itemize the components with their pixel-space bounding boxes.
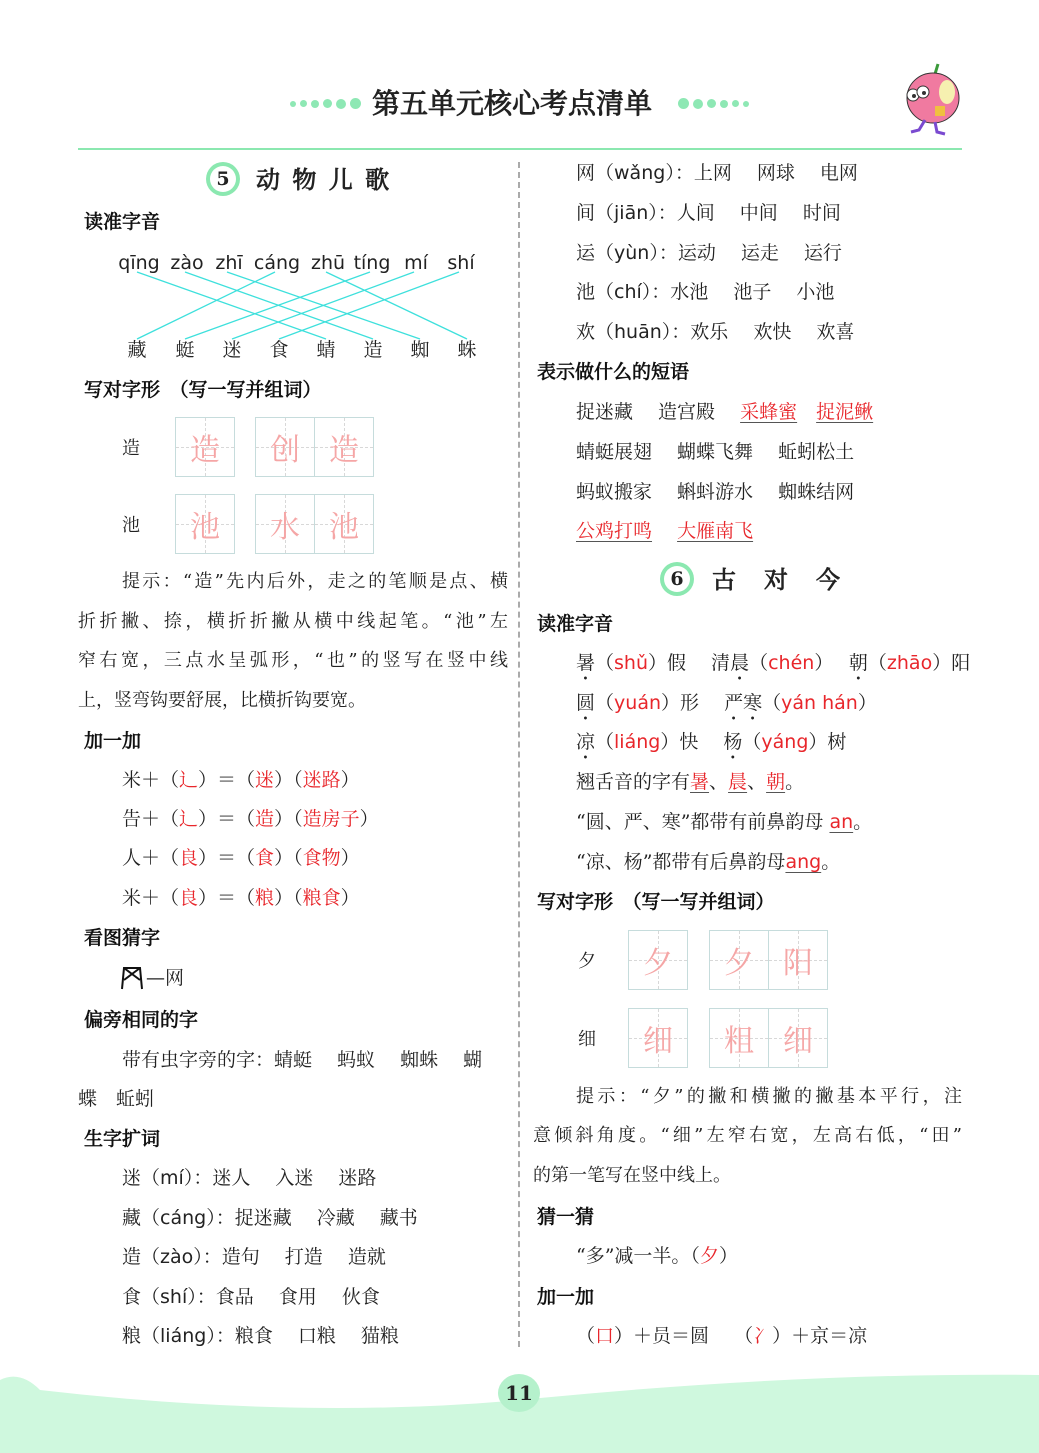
text-segment: ）（ — [274, 808, 303, 830]
heading-riddle: 猜一猜 — [537, 1206, 595, 1228]
text-segment: 食（ — [122, 1286, 161, 1308]
heading-read: 读准字音 — [537, 613, 614, 635]
text-segment: 米＋（ — [122, 887, 180, 909]
pinyin-item: cáng — [253, 252, 301, 274]
text-segment: ）＝（ — [198, 887, 256, 909]
pinyin-text: huān — [614, 321, 662, 343]
text-segment: ）：粮食 口粮 猫粮 — [206, 1325, 399, 1347]
text-segment: 蚂蚁搬家 蝌蚪游水 蜘蛛结网 — [576, 481, 855, 503]
answer-text: liáng — [614, 731, 661, 753]
hint-line: 提示：“造”先内后外，走之的笔顺是点、横 — [122, 571, 508, 592]
text-segment: （ — [595, 692, 615, 714]
text-segment: 粮（ — [122, 1325, 161, 1347]
text-segment: （ — [867, 652, 887, 674]
expand-line — [576, 241, 842, 265]
answer-text: shǔ — [614, 652, 649, 674]
practice-char: 夕 — [724, 946, 754, 981]
practice-box — [175, 494, 235, 554]
pinyin-matching-lines — [0, 0, 520, 380]
section-number: 5 — [210, 166, 236, 192]
practice-cell — [176, 418, 234, 476]
practice-cell — [314, 418, 373, 476]
practice-char: 池 — [190, 510, 220, 545]
text-segment: ）：上网 网球 电网 — [665, 162, 858, 184]
text-segment: 蜻蜓展翅 蝴蝶飞舞 蚯蚓松土 — [576, 441, 855, 463]
expand-line — [576, 320, 854, 344]
section-title: 古 对 今 — [712, 565, 842, 594]
guess-answer: —网 — [146, 967, 185, 989]
add-line — [576, 1324, 867, 1348]
expand-line — [122, 1285, 380, 1309]
section-number-badge — [660, 562, 694, 596]
text-segment: ）：迷人 入迷 迷路 — [183, 1167, 377, 1189]
answer-text: yán hán — [781, 692, 858, 714]
decorative-dots-right — [678, 98, 749, 109]
grid-label: 池 — [122, 515, 140, 536]
text-segment: ）：水池 池子 小池 — [641, 281, 835, 303]
heading-write: 写对字形 （写一写并组词） — [84, 379, 322, 401]
text-segment: ）＝（ — [198, 847, 256, 869]
answer-text: 粮食 — [302, 887, 341, 909]
answer-text: 大雁南飞 — [677, 520, 754, 542]
text-segment: 、 — [747, 771, 767, 793]
practice-cell — [629, 1009, 687, 1067]
character-item: 蜻 — [316, 339, 336, 361]
answer-text: yáng — [761, 731, 809, 753]
practice-char: 细 — [783, 1024, 813, 1059]
phrase-line — [576, 519, 753, 543]
text-segment: 运（ — [576, 242, 615, 264]
word-box — [709, 1008, 828, 1068]
pinyin-item: qīng — [118, 252, 160, 274]
read-line — [576, 651, 970, 685]
character-item: 蜘 — [410, 339, 430, 361]
text-segment: ） — [340, 847, 360, 869]
text-segment: （ — [595, 731, 615, 753]
add-line — [122, 768, 360, 792]
practice-cell — [256, 495, 314, 553]
answer-text: 辶 — [179, 769, 199, 791]
section-title: 动 物 儿 歌 — [256, 165, 392, 194]
text-segment: ） — [857, 692, 877, 714]
text-segment: ）：人间 中间 时间 — [648, 202, 841, 224]
answer-text: 暑 — [690, 771, 710, 793]
text-segment: ） — [814, 652, 849, 674]
answer-text: 良 — [179, 887, 199, 909]
hint-line: 意倾斜角度。“细”左窄右宽，左高右低，“田” — [533, 1125, 962, 1146]
pinyin-text: zào — [160, 1246, 194, 1268]
text-segment: ） — [340, 769, 360, 791]
practice-cell — [314, 495, 373, 553]
read-line — [576, 770, 804, 794]
text-segment: 杨 — [723, 731, 743, 753]
answer-text: an — [829, 811, 854, 833]
expand-line — [122, 1245, 386, 1269]
text-segment: ）快 — [660, 731, 724, 753]
text-segment: ）（ — [274, 887, 303, 909]
answer-text: 朝 — [766, 771, 786, 793]
text-segment: ） — [718, 1245, 738, 1267]
grid-label: 夕 — [578, 951, 596, 972]
text-segment: 池（ — [576, 281, 615, 303]
text-segment: 。 — [853, 811, 873, 833]
heading-read: 读准字音 — [84, 211, 161, 233]
answer-text: 辶 — [179, 808, 199, 830]
expand-line — [576, 201, 841, 225]
text-segment: ）：运动 运走 运行 — [649, 242, 842, 264]
grid-label: 细 — [578, 1029, 596, 1050]
text-segment: “多”减一半。（ — [576, 1245, 700, 1267]
text-segment: 朝 — [848, 652, 868, 674]
answer-text: 采蜂蜜 — [740, 401, 798, 423]
practice-char: 夕 — [643, 946, 673, 981]
phrase-line — [576, 440, 854, 464]
answer-text: 造 — [255, 808, 275, 830]
text-segment: 、 — [709, 771, 729, 793]
word-box — [255, 494, 374, 554]
text-segment: ）（ — [274, 769, 303, 791]
practice-char: 阳 — [783, 946, 813, 981]
text-segment: 网（ — [576, 162, 615, 184]
answer-text: 夕 — [699, 1245, 719, 1267]
match-line — [232, 272, 414, 339]
answer-text: 迷 — [255, 769, 275, 791]
read-line — [576, 730, 846, 764]
phrase-line — [576, 480, 854, 504]
pinyin-text: wǎng — [614, 162, 666, 184]
net-pictograph-icon — [120, 966, 144, 990]
practice-cell — [768, 1009, 827, 1067]
practice-char: 池 — [329, 510, 359, 545]
character-item: 食 — [269, 339, 289, 361]
answer-text: 良 — [179, 847, 199, 869]
pinyin-text: liáng — [160, 1325, 207, 1347]
pinyin-text: mí — [160, 1167, 184, 1189]
text-segment: ）＋员＝圆 （ — [614, 1325, 754, 1347]
text-segment: ）（ — [274, 847, 303, 869]
heading-add: 加一加 — [84, 730, 142, 752]
text-segment: 迷（ — [122, 1167, 161, 1189]
expand-line — [576, 280, 834, 304]
text-segment: ）树 — [808, 731, 847, 753]
text-segment: （ — [742, 731, 762, 753]
text-segment: ）：食品 食用 伙食 — [187, 1286, 380, 1308]
heading-guess: 看图猜字 — [84, 927, 161, 949]
pinyin-item: tíng — [353, 252, 391, 274]
text-segment: ）＝（ — [198, 808, 256, 830]
text-segment: （ — [576, 1325, 596, 1347]
practice-cell — [710, 1009, 768, 1067]
text-segment: ） — [340, 887, 360, 909]
text-segment: ）：造句 打造 造就 — [193, 1246, 386, 1268]
text-segment: “圆、严、寒”都带有前鼻韵母 — [576, 811, 830, 833]
text-segment: 。 — [785, 771, 805, 793]
practice-char: 细 — [643, 1024, 673, 1059]
pinyin-item: zào — [170, 252, 204, 274]
heading-radical: 偏旁相同的字 — [84, 1009, 199, 1031]
answer-text: 食物 — [302, 847, 341, 869]
section-number: 6 — [664, 566, 690, 592]
practice-cell — [768, 931, 827, 989]
practice-char: 造 — [329, 433, 359, 468]
practice-box — [628, 930, 688, 990]
add-line — [122, 886, 360, 910]
hint-line: 的第一笔写在竖中线上。 — [533, 1165, 731, 1186]
grid-label: 造 — [122, 438, 140, 459]
answer-text: chén — [768, 652, 815, 674]
expand-line — [576, 161, 858, 185]
match-line — [326, 272, 467, 339]
practice-cell — [629, 931, 687, 989]
hint-line: 上，竖弯钩要舒展，比横折钩要宽。 — [78, 690, 366, 711]
text-segment: 人＋（ — [122, 847, 180, 869]
text-segment: （ — [762, 692, 782, 714]
text-segment: ）：捉迷藏 冷藏 藏书 — [206, 1207, 418, 1229]
character-item: 蜓 — [175, 339, 195, 361]
text-segment: 米＋（ — [122, 769, 180, 791]
text-segment: ）假 清 — [648, 652, 731, 674]
page-number: 11 — [498, 1374, 540, 1412]
pinyin-text: chí — [614, 281, 642, 303]
text-segment: 捉迷藏 造宫殿 — [576, 401, 741, 423]
practice-char: 造 — [190, 433, 220, 468]
practice-char: 水 — [270, 510, 300, 545]
practice-box — [175, 417, 235, 477]
expand-line — [122, 1166, 376, 1190]
read-line — [576, 691, 877, 725]
text-segment: ） — [359, 808, 379, 830]
hint-line: 窄右宽，三点水呈弧形，“也”的竖写在竖中线 — [78, 650, 508, 671]
answer-text: 粮 — [255, 887, 275, 909]
text-segment: 间（ — [576, 202, 615, 224]
page-title: 第五单元核心考点清单 — [372, 87, 653, 120]
text-segment: （ — [595, 652, 615, 674]
heading-add: 加一加 — [537, 1286, 595, 1308]
text-segment: 圆 — [576, 692, 596, 714]
text-segment: ）＋京＝凉 — [772, 1325, 868, 1347]
text-segment: 寒 — [743, 692, 763, 714]
word-box — [709, 930, 828, 990]
hint-line: 提示：“夕”的撇和横撇的撇基本平行，注 — [576, 1086, 962, 1107]
pinyin-text: cáng — [160, 1207, 207, 1229]
text-segment — [652, 520, 677, 542]
text-segment: 告＋（ — [122, 808, 180, 830]
hint-line: 折折撇、捺，横折折撇从横中线起笔。“池”左 — [78, 611, 508, 632]
practice-cell — [256, 418, 314, 476]
match-line — [137, 272, 326, 339]
answer-text: 迷路 — [302, 769, 341, 791]
answer-text: 口 — [595, 1325, 615, 1347]
answer-text: 冫 — [753, 1325, 773, 1347]
text-segment: 暑 — [576, 652, 596, 674]
text-segment — [797, 401, 816, 423]
radical-line: 带有虫字旁的字：蜻蜓 蚂蚁 蜘蛛 蝴 — [122, 1049, 483, 1071]
character-item: 蛛 — [457, 339, 477, 361]
text-segment: 造（ — [122, 1246, 161, 1268]
text-segment: “凉、杨”都带有后鼻韵母 — [576, 851, 786, 873]
text-segment: 欢（ — [576, 321, 615, 343]
match-line — [279, 272, 459, 339]
answer-text: 公鸡打鸣 — [576, 520, 653, 542]
text-segment: 。 — [821, 851, 841, 873]
text-segment: ）形 — [661, 692, 725, 714]
apple-mascot-icon — [895, 62, 965, 138]
add-line — [122, 807, 379, 831]
pinyin-item: zhī — [215, 252, 243, 274]
text-segment: ）＝（ — [198, 769, 256, 791]
practice-cell — [176, 495, 234, 553]
phrase-line — [576, 400, 873, 424]
text-segment: 藏（ — [122, 1207, 161, 1229]
pinyin-text: yùn — [614, 242, 650, 264]
pinyin-item: zhū — [310, 252, 346, 274]
match-line — [137, 272, 275, 339]
text-segment: 凉 — [576, 731, 596, 753]
answer-text: yuán — [614, 692, 662, 714]
text-segment: 严 — [724, 692, 744, 714]
heading-write: 写对字形 （写一写并组词） — [537, 891, 775, 913]
practice-char: 创 — [270, 433, 300, 468]
practice-box — [628, 1008, 688, 1068]
pinyin-item: mí — [404, 252, 428, 274]
read-line — [576, 810, 872, 834]
answer-text: 食 — [255, 847, 275, 869]
answer-text: ang — [785, 851, 822, 873]
practice-char: 粗 — [724, 1024, 754, 1059]
expand-line — [122, 1324, 399, 1348]
pinyin-text: shí — [160, 1286, 188, 1308]
answer-text: 捉泥鳅 — [816, 401, 874, 423]
heading-phrase: 表示做什么的短语 — [537, 361, 690, 383]
add-line — [122, 846, 360, 870]
pinyin-text: jiān — [614, 202, 649, 224]
pinyin-item: shí — [447, 252, 475, 274]
radical-line: 蝶 蚯蚓 — [78, 1088, 155, 1110]
answer-text: 造房子 — [302, 808, 360, 830]
answer-text: 晨 — [728, 771, 748, 793]
heading-expand: 生字扩词 — [84, 1128, 161, 1150]
riddle-line — [576, 1244, 738, 1268]
word-box — [255, 417, 374, 477]
text-segment: ）阳 — [932, 652, 971, 674]
answer-text: zhāo — [886, 652, 933, 674]
text-segment: ）：欢乐 欢快 欢喜 — [661, 321, 855, 343]
text-segment: （ — [749, 652, 769, 674]
text-segment: 翘舌音的字有 — [576, 771, 691, 793]
character-item: 造 — [363, 339, 383, 361]
text-segment: 晨 — [730, 652, 750, 674]
practice-cell — [710, 931, 768, 989]
expand-line — [122, 1206, 418, 1230]
character-item: 藏 — [127, 339, 147, 361]
character-item: 迷 — [222, 339, 242, 361]
read-line — [576, 850, 840, 874]
